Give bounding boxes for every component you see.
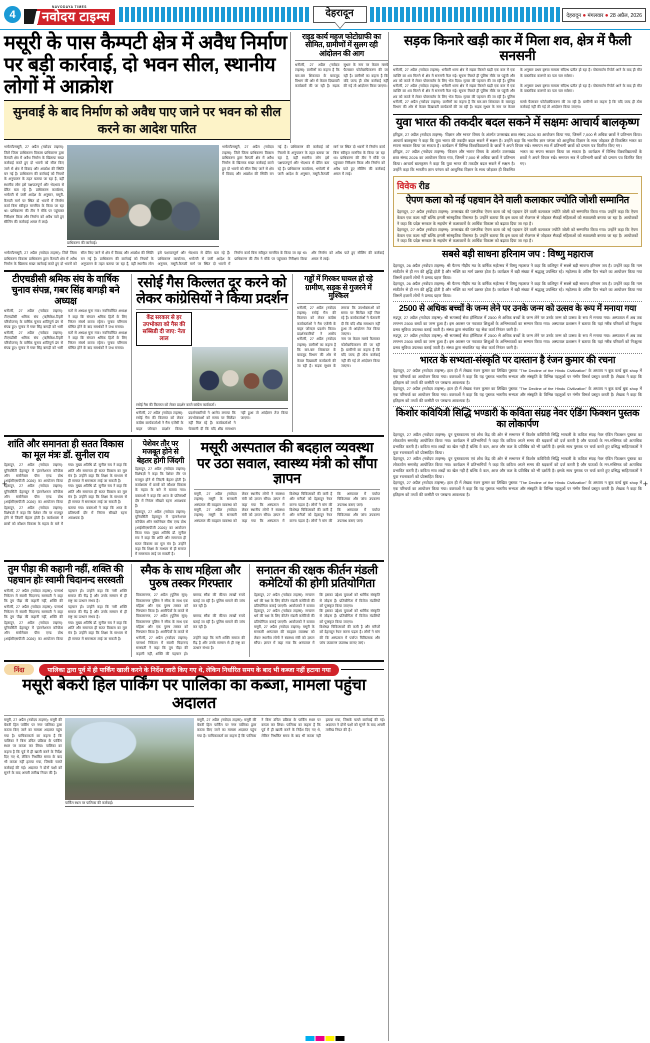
lead-photo-caption: प्राधिकरण की कार्रवाई। [67, 240, 219, 247]
swami-body: धनौल्टी, 27 अप्रैल (नवोदय टाइम्स): परमार्थ निकेतन में स्वामी चिदानन्द सरस्वती ने कहा कि तुम पीड़ा की कहानी नहीं, शक्ति की पहचान हो। उन्होंने कहा कि नारी शक्ति समाज की रीढ़ है और उनके सम्मान से ही राष्ट्र का उत्थान संभव है। [4, 588, 127, 604]
harinaam-headline: सबसे बड़ी साधना हरिनाम जप : विष्णु महाराज [441, 249, 594, 261]
gas-side-body-2: धनौल्टी, 27 अप्रैल (नवोदय टाइम्स): ग्रामीणों का कहना है कि बार-बार शिकायत के बावजूद विभाग की ओर से केवल दिखावटी कार्यक्रमों की जा रही है। सड़क सुधार के नाम पर केवल मलबे फैलाकर फोटोग्राफिकरण की जा रही है। ग्रामीणों का कहना है कि यदि जल्द ही ठोस कार्रवाई नहीं की गई तो आंदोलन किया जाएगा। [297, 337, 380, 369]
color-calibration-bar [306, 1036, 345, 1041]
logo-mark-icon [24, 9, 37, 24]
divider [4, 715, 384, 716]
lead-story [4, 32, 388, 267]
dateline-day: मंगलवार [587, 12, 604, 19]
bakery-tag: निंदा [4, 664, 34, 675]
divider [297, 303, 380, 304]
color-swatch-yellow [326, 1036, 335, 1041]
dateline-date: 28 अप्रैल, 2026 [609, 12, 643, 19]
bakery-photo-caption: पार्किंग स्थल पर पालिका की कार्रवाई। [65, 800, 194, 807]
vivek-read-label-red: विवेक [397, 181, 417, 192]
story-hospital [190, 439, 380, 557]
right-divider-2 [393, 301, 642, 302]
births-body-2: रुद्रपुर, 27 अप्रैल (नवोदय टाइम्स): श्री सत्यसाईं सेवा हॉस्पिटल में 2500 से अधिक बच्चों के जन्म लेने पर उनके जन्म को उत्सव के रूप में मनाया गया। अस्पताल में अब तक लगभग 2500 बच्चों का जन्म हुआ है। इस अवसर पर नवजात शिशुओं के अभिभावकों का सम्मान किया गया। अस्पताल प्रशासन ने बताया कि यहां गरीब परिवारों को निःशुल्क प्रसव सुविधा उपलब्ध कराई जाती है। संस्था द्वारा संचालित यह सेवा कार्य निरंतर जारी है। [393, 332, 642, 350]
kirtan-body: देहरादून, 27 अप्रैल (नवोदय टाइम्स): सनातन धर्म की रक्षा के लिए कीर्तन मंडली कमेटियों की प्रतियोगिता कराई जाएगी। आयोजकों ने बताया कि इसका उद्देश्य युवाओं को धार्मिक संस्कृति से जोड़ना है। प्रतियोगिता में विजेता मंडलियों को पुरस्कृत किया जाएगा। [254, 593, 380, 608]
lead-photo [67, 145, 219, 240]
tehri-headline: टीएचडीसी श्रमिक संघ के वार्षिक चुनाव संपन्न, गबर सिंह बागड़ी बने अध्यक्ष [11, 274, 120, 307]
car-body-text-3: धनौल्टी, 27 अप्रैल (नवोदय टाइम्स): ग्रामीणों का कहना है कि बार-बार शिकायत के बावजूद विभाग की ओर से केवल दिखावटी कार्यक्रमों की जा रही है। सड़क सुधार के नाम पर केवल मलबे फैलाकर फोटोग्राफिकरण की जा रही है। ग्रामीणों का कहना है कि यदि जल्द ही ठोस कार्रवाई नहीं की गई तो आंदोलन किया जाएगा। [393, 100, 642, 110]
ranjan-headline: भारत के सभ्यता-संस्कृति पर दास्तान है रंजन कुमार की रचना [419, 354, 616, 366]
section-divider-4 [4, 660, 384, 662]
youth-headline: युवा भारत की तकदीर बदल सकने में सक्षमः आचार्य बालकृष्ण [395, 116, 640, 129]
hospital-body-2: मसूरी, 27 अप्रैल (नवोदय टाइम्स): मसूरी के सरकारी अस्पताल की बदहाल व्यवस्था को लेकर स्थानीय लोगों ने स्वास्थ्य मंत्री को ज्ञापन सौंपा। ज्ञापन में कहा गया कि अस्पताल में विशेषज्ञ चिकित्सकों की कमी है और मरीजों को देहरादून रेफर करना पड़ता है। लोगों ने मांग की कि अस्पताल में पर्याप्त चिकित्सक और जांच उपकरण उपलब्ध कराए जाएं। [194, 507, 380, 523]
aipan-headline: ऐपण कला को नई पहचान देने वाली कलाकार ज्योति जोशी सम्मानित [405, 195, 630, 207]
story-births [393, 304, 642, 351]
hospital-body: मसूरी, 27 अप्रैल (नवोदय टाइम्स): मसूरी के सरकारी अस्पताल की बदहाल व्यवस्था को लेकर स्थानीय लोगों ने स्वास्थ्य मंत्री को ज्ञापन सौंपा। ज्ञापन में कहा गया कि अस्पताल में विशेषज्ञ चिकित्सकों की कमी है और मरीजों को देहरादून रेफर करना पड़ता है। लोगों ने मांग की कि अस्पताल में पर्याप्त चिकित्सक और जांच उपकरण उपलब्ध कराए जाएं। [194, 491, 380, 507]
births-body: रुद्रपुर, 27 अप्रैल (नवोदय टाइम्स): श्री सत्यसाईं सेवा हॉस्पिटल में 2500 से अधिक बच्चों के जन्म लेने पर उनके जन्म को उत्सव के रूप में मनाया गया। अस्पताल में अब तक लगभग 2500 बच्चों का जन्म हुआ है। इस अवसर पर नवजात शिशुओं के अभिभावकों का सम्मान किया गया। अस्पताल प्रशासन ने बताया कि यहां गरीब परिवारों को निःशुल्क प्रसव सुविधा उपलब्ध कराई जाती है। संस्था द्वारा संचालित यह सेवा कार्य निरंतर जारी है। [393, 315, 642, 333]
right-divider-1 [393, 114, 642, 115]
siddhi-body: देहरादून, 27 अप्रैल (नवोदय टाइम्स): दून पुस्तकालय एवं शोध केंद्र की ओर से सभागार में किशोर कवियित्री सिद्धि भण्डारी के कविता संग्रह नेवर एंडिंग फिक्शन पुस्तक का लोकार्पण समारोह आयोजित किया गया। कार्यक्रम में प्रतिभागियों ने कहा कि कविता अपने समय की धड़कनों को दर्ज करती है और पाठकों के मन-मस्तिष्क को अत्यधिक प्रभावित करती है। कविता मात्र शब्दों का खेल नहीं है बल्कि वे कल, आज और कल के प्रतिबिंब को भी दर्शाती है। इसके साथ पुस्तक पर चर्चा करते हुए प्रसिद्ध साहित्यकारों ने युवा रचनाकारों को प्रोत्साहित किया। [393, 432, 642, 456]
car-body-headline: सड़क किनारे खड़ी कार में मिला शव, क्षेत्र में फैली सनसनी [404, 33, 631, 64]
career-headline: पेशेवर तौर पर मजबूत होने से बेहतर होगी जिंदगी [136, 438, 185, 465]
harinaam-body-2: देहरादून, 26 अप्रैल (नवोदय टाइम्स): श्री चैतन्य गौड़ीय मठ के वार्षिक महोत्सव में विष्णु महाराज ने कहा कि कलियुग में सबसे बड़ी साधना हरिनाम जप है। उन्होंने कहा कि नाम संकीर्तन से ही मन की शुद्धि होती है और भक्ति का मार्ग प्रशस्त होता है। कार्यक्रम में बड़ी संख्या में श्रद्धालु उपस्थित रहे। महोत्सव के अंतिम दिन भंडारे का आयोजन किया गया जिसमें हजारों लोगों ने प्रसाद ग्रहण किया। [393, 280, 642, 298]
bakery-pill: पालिका द्वारा पूर्व में ही पार्किंग खाली करने के निर्देश जारी किए गए थे, लेकिन निर्धारित समय के बाद भी कब्जा नहीं हटाया गया [39, 664, 338, 676]
bakery-headline: मसूरी बेकरी हिल पार्किंग पर पालिका का कब्जा, मामला पहुंचा अदालत [22, 676, 366, 712]
bakery-body-cols: मसूरी, 27 अप्रैल (नवोदय टाइम्स): मसूरी की बेकरी हिल पार्किंग पर नगर पालिका द्वारा कब्जा किए जाने का मामला अदालत पहुंच गया है। याचिकाकर्ता का कहना है कि पालिका ने बिना उचित प्रक्रिया के पार्किंग स्थल पर कब्जा कर लिया। पालिका का कहना है कि पूर्व में ही खाली करने के निर्देश दिए गए थे, लेकिन निर्धारित समय के बाद भी कब्जा नहीं हटाया गया, जिसके चलते कार्रवाई की गई। अदालत ने दोनों पक्षों को सुनने के बाद अगली तारीख नियत की है। [197, 717, 385, 738]
city-tab[interactable]: देहरादून [313, 6, 367, 23]
stripe-decoration-right [370, 7, 561, 22]
divider [393, 65, 642, 66]
section-divider-3 [4, 560, 384, 562]
aipan-body-2: देहरादून, 27 अप्रैल (नवोदय टाइम्स): उत्तराखंड की पारंपरिक ऐपण कला को नई पहचान देने वाली कलाकार ज्योति जोशी को सम्मानित किया गया। उन्होंने कहा कि ऐपण केवल एक कला नहीं बल्कि हमारी सांस्कृतिक विरासत है। उन्होंने बताया कि इस कला को रोजगार से जोड़कर सैकड़ों महिलाओं को स्वावलंबी बनाया जा रहा है। आयोजकों ने कहा कि प्रदेश सरकार के सहयोग से कलाकारों के आर्थिक विकास को बढ़ावा दिया जा रहा है। [397, 226, 638, 244]
dateline [562, 8, 646, 22]
page-body [0, 30, 650, 1041]
lead-body-cols: भगोल्टी/मसूरी, 27 अप्रैल (नवोदय टाइम्स): जिले जिला प्राधिकरण विकास प्राधिकरण द्वारा कैम्पटी क्षेत्र में अवैध निर्माण के खिलाफ सख्त कार्रवाई करते हुए दो भवनों को सील किए जाने से क्षेत्र में विवाद और आक्रोश की स्थिति बन गई है। प्राधिकरण की कार्रवाई को नियमों के अनुपालन के तहत बताया जा रहा है, वहीं स्थानीय लोग इसे पक्षपातपूर्ण और भेदभाव से प्रेरित बता रहे हैं। प्राधिकरण कार्यालय, भगोल्टी से जारी आदेश के अनुसार, मसूरी-कैम्पटी मार्ग पर स्थित दो भवनों में निर्माण कार्य बिना स्वीकृत मानचित्र के किया जा रहा था। प्राधिकरण की टीम ने मौके पर पहुंचकर निरीक्षण किया और निर्माण को अवैध पाते हुए सीलिंग की कार्रवाई अमल में लाई। [222, 145, 385, 177]
story-gas [132, 274, 292, 432]
peace-body: देहरादून, 27 अप्रैल (नवोदय टाइम्स): यूनिवर्सिटी देहरादून में 'इंटरनेशनल कॉन्फ्रेंस ऑन सस्टेनेबल पीस एण्ड ग्रोथ (आईसीएसपीजी 2026)' का आयोजन किया गया। मुख्य अतिथि डॉ. सुनील राय ने कहा कि शांति और समानता ही सतत विकास का मूल मंत्र है। उन्होंने कहा कि शिक्षा के माध्यम से ही समाज में समरसता लाई जा सकती है। [4, 463, 127, 484]
smack-body: विकासनगर, 27 अप्रैल (पुलिस सूत्र): विकासनगर पुलिस ने स्मैक के साथ एक महिला और एक पुरुष तस्कर को गिरफ्तार किया है। आरोपियों के कब्जे से बरामद स्मैक की कीमत लाखों रुपये बताई जा रही है। पुलिस मामले की जांच कर रही है। [136, 593, 245, 614]
tagline-dash [341, 669, 384, 670]
masthead [0, 0, 650, 30]
kirtan-body-3: मसूरी, 27 अप्रैल (नवोदय टाइम्स): मसूरी के सरकारी अस्पताल की बदहाल व्यवस्था को लेकर स्थानीय लोगों ने स्वास्थ्य मंत्री को ज्ञापन सौंपा। ज्ञापन में कहा गया कि अस्पताल में विशेषज्ञ चिकित्सकों की कमी है और मरीजों को देहरादून रेफर करना पड़ता है। लोगों ने मांग की कि अस्पताल में पर्याप्त चिकित्सक और जांच उपकरण उपलब्ध कराए जाएं। [254, 625, 380, 645]
story-ranjan-book [393, 356, 642, 404]
siddhi-body-3: देहरादून, 27 अप्रैल (नवोदय टाइम्स): हाल ही में लेखक रंजन कुमार का लिखित पुस्तक "The Decline of the Hindu Civilization" के अध्याय न बुक वर्ल्ड बुक shop में एक परिचर्चा का आयोजन किया गया। वक्ताओं ने कहा कि यह पुस्तक भारतीय सभ्यता और संस्कृति के विभिन्न पहलुओं पर गंभीर विमर्श प्रस्तुत करती है। लेखक ने कहा कि इतिहास को तथ्यों की कसौटी पर परखना आवश्यक है। [393, 479, 642, 497]
aipan-body: देहरादून, 27 अप्रैल (नवोदय टाइम्स): उत्तराखंड की पारंपरिक ऐपण कला को नई पहचान देने वाली कलाकार ज्योति जोशी को सम्मानित किया गया। उन्होंने कहा कि ऐपण केवल एक कला नहीं बल्कि हमारी सांस्कृतिक विरासत है। उन्होंने बताया कि इस कला को रोजगार से जोड़कर सैकड़ों महिलाओं को स्वावलंबी बनाया जा रहा है। आयोजकों ने कहा कि प्रदेश सरकार के सहयोग से कलाकारों के आर्थिक विकास को बढ़ावा दिया जा रहा है। [397, 208, 638, 226]
youth-body-2: हरिद्वार, 27 अप्रैल (नवोदय टाइम्स): 'विज्ञान और भारत' विषय के अंतर्गत उत्तराखंड छात्र संसद 2026 का आयोजन किया गया, जिसमें 7,000 से अधिक छात्रों ने प्रतिभाग किया। आचार्य बालकृष्ण ने कहा कि युवा भारत की तकदीर बदल सकने में सक्षम है। उन्होंने कहा कि भारतीय ज्ञान परंपरा को आधुनिक विज्ञान के साथ जोड़कर ही विकसित भारत का सपना साकार किया जा सकता है। कार्यक्रम में विभिन्न विश्वविद्यालयों के छात्रों ने अपने विचार रखे। समापन सत्र में प्रतिभागी छात्रों को प्रमाण पत्र वितरित किए गए। [393, 149, 642, 173]
gas-photo-caption: रसोई गैस की किल्लत को लेकर प्रदर्शन करते कांग्रेस कार्यकर्ता। [136, 402, 288, 409]
color-swatch-black [336, 1036, 345, 1041]
newspaper-logo[interactable] [24, 5, 115, 25]
story-harinaam [393, 250, 642, 298]
right-divider-3 [393, 353, 642, 354]
top-mid-body: धनौल्टी, 27 अप्रैल (नवोदय टाइम्स): ग्रामीणों का कहना है कि बार-बार शिकायत के बावजूद विभाग की ओर से केवल दिखावटी कार्यक्रमों की जा रही है। सड़क सुधार के नाम पर केवल मलबे फैलाकर फोटोग्राफिकरण की जा रही है। ग्रामीणों का कहना है कि यदि जल्द ही ठोस कार्रवाई नहीं की गई तो आंदोलन किया जाएगा। [295, 63, 388, 89]
story-smack [132, 564, 250, 657]
logo-name: नवोदय टाइम्स [37, 9, 115, 25]
gas-side-headline: गड्ढों में गिरकर घायल हो रहे ग्रामीण, सड़क से गुजरने में मुश्किल [304, 274, 373, 301]
bakery-body-col1: मसूरी, 27 अप्रैल (नवोदय टाइम्स): मसूरी की बेकरी हिल पार्किंग पर नगर पालिका द्वारा कब्जा किए जाने का मामला अदालत पहुंच गया है। याचिकाकर्ता का कहना है कि पालिका ने बिना उचित प्रक्रिया के पार्किंग स्थल पर कब्जा कर लिया। पालिका का कहना है कि पूर्व में ही खाली करने के निर्देश दिए गए थे, लेकिन निर्धारित समय के बाद भी कब्जा नहीं हटाया गया, जिसके चलते कार्रवाई की गई। अदालत ने दोनों पक्षों को सुनने के बाद अगली तारीख नियत की है। [4, 717, 62, 775]
lead-body-continued: भगोल्टी/मसूरी, 27 अप्रैल (नवोदय टाइम्स): जिले जिला प्राधिकरण विकास प्राधिकरण द्वारा कैम्पटी क्षेत्र में अवैध निर्माण के खिलाफ सख्त कार्रवाई करते हुए दो भवनों को सील किए जाने से क्षेत्र में विवाद और आक्रोश की स्थिति बन गई है। प्राधिकरण की कार्रवाई को नियमों के अनुपालन के तहत बताया जा रहा है, वहीं स्थानीय लोग इसे पक्षपातपूर्ण और भेदभाव से प्रेरित बता रहे हैं। प्राधिकरण कार्यालय, भगोल्टी से जारी आदेश के अनुसार, मसूरी-कैम्पटी मार्ग पर स्थित दो भवनों में निर्माण कार्य बिना स्वीकृत मानचित्र के किया जा रहा था। प्राधिकरण की टीम ने मौके पर पहुंचकर निरीक्षण किया और निर्माण को अवैध पाते हुए सीलिंग की कार्रवाई अमल में लाई। [4, 251, 384, 267]
hospital-headline: मसूरी अस्पताल की बदहाल व्यवस्था पर उठा सवाल, स्वास्थ्य मंत्री को सौंपा ज्ञापन [196, 438, 378, 487]
tehri-body-2: धनौल्टी, 27 अप्रैल (नवोदय टाइम्स): टीएचडीसी श्रमिक संघ (ऋषिकेश-टिहरी परियोजना) के वार्षिक चुनाव शांतिपूर्ण ढंग से संपन्न हुए। चुनाव में गबर सिंह बागड़ी को भारी मतों से अध्यक्ष चुना गया। नवनिर्वाचित अध्यक्ष ने कहा कि संगठन श्रमिक हितों के लिए निरंतर संघर्ष करता रहेगा। चुनाव परिणाम घोषित होने के बाद समर्थकों ने जश्न मनाया। [4, 330, 127, 351]
peace-headline: शांति और समानता ही सतत विकास का मूल मंत्रः डॉ. सुनील राय [7, 438, 124, 461]
section-divider-1 [4, 270, 384, 272]
gas-body: धनौल्टी, 27 अप्रैल (नवोदय टाइम्स): रसोई गैस की किल्लत को लेकर कांग्रेस कार्यकर्ताओं ने गैस एजेंसी के बाहर जोरदार प्रदर्शन किया। प्रदर्शनकारियों ने आरोप लगाया कि उपभोक्ताओं को समय पर सिलेंडर नहीं मिल रहे हैं। कार्यकर्ताओं ने चेतावनी दी कि यदि शीघ्र समाधान नहीं हुआ तो आंदोलन तेज किया जाएगा। [136, 410, 288, 431]
right-column [388, 32, 642, 1041]
divider [194, 489, 380, 490]
dateline-dot-icon: ● [582, 12, 587, 19]
dateline-city: देहरादून [566, 12, 581, 19]
gas-side-body: धनौल्टी, 27 अप्रैल (नवोदय टाइम्स): रसोई गैस की किल्लत को लेकर कांग्रेस कार्यकर्ताओं ने गैस एजेंसी के बाहर जोरदार प्रदर्शन किया। प्रदर्शनकारियों ने आरोप लगाया कि उपभोक्ताओं को समय पर सिलेंडर नहीं मिल रहे हैं। कार्यकर्ताओं ने चेतावनी दी कि यदि शीघ्र समाधान नहीं हुआ तो आंदोलन तेज किया जाएगा। [297, 305, 380, 337]
story-swami [4, 564, 132, 657]
dateline-dot-icon-2: ● [604, 12, 609, 19]
row-tehri-gas [4, 274, 384, 432]
car-body-text-2: धनौल्टी, 27 अप्रैल (नवोदय टाइम्स): धनौल्टी थाना क्षेत्र में सड़क किनारे खड़ी एक कार में एक व्यक्ति का शव मिलने से क्षेत्र में सनसनी फैल गई। सूचना मिलते ही पुलिस मौके पर पहुंची और शव को कब्जे में लेकर पोस्टमार्टम के लिए भेज दिया। मृतक की पहचान की जा रही है। पुलिस के अनुसार प्रथम दृष्टया मामला संदिग्ध प्रतीत हो रहा है। पोस्टमार्टम रिपोर्ट आने के बाद ही मौत के वास्तविक कारणों का पता चल सकेगा। [393, 84, 642, 99]
harinaam-body: देहरादून, 26 अप्रैल (नवोदय टाइम्स): श्री चैतन्य गौड़ीय मठ के वार्षिक महोत्सव में विष्णु महाराज ने कहा कि कलियुग में सबसे बड़ी साधना हरिनाम जप है। उन्होंने कहा कि नाम संकीर्तन से ही मन की शुद्धि होती है और भक्ति का मार्ग प्रशस्त होता है। कार्यक्रम में बड़ी संख्या में श्रद्धालु उपस्थित रहे। महोत्सव के अंतिम दिन भंडारे का आयोजन किया गया जिसमें हजारों लोगों ने प्रसाद ग्रहण किया। [393, 263, 642, 280]
lead-headline: मसूरी के पास कैम्पटी क्षेत्र में अवैध निर्माण पर बड़ी कार्रवाई, दो भवन सील, स्थानीय लोगों में आक्रोश [4, 32, 287, 98]
divider [136, 309, 288, 310]
births-headline: 2500 से अधिक बच्चों के जन्म लेने पर उनके जन्म को उत्सव के रूप में मनाया गया [398, 302, 637, 313]
lead-kicker: सुनवाई के बाद निर्माण को अवैध पाए जाने पर भवन को सील करने का आदेश पारित [4, 100, 290, 140]
gas-photo [192, 347, 288, 401]
crop-mark-right: + [642, 479, 648, 489]
kirtan-headline: सनातन की रक्षक कीर्तन मंडली कमेटियों की होगी प्रतियोगिता [256, 565, 378, 591]
story-siddhi-book [393, 409, 642, 498]
smack-body-3: धनौल्टी, 27 अप्रैल (नवोदय टाइम्स): परमार्थ निकेतन में स्वामी चिदानन्द सरस्वती ने कहा कि तुम पीड़ा की कहानी नहीं, शक्ति की पहचान हो। उन्होंने कहा कि नारी शक्ति समाज की रीढ़ है और उनके सम्मान से ही राष्ट्र का उत्थान संभव है। [136, 635, 245, 656]
story-kirtan [250, 564, 380, 657]
gas-quote-box: केंद्र सरकार से हर उपभोक्ता को गैस की सब्सिडी दी जाए: नेता लाल [136, 312, 192, 346]
lead-body-col1: भगोल्टी/मसूरी, 27 अप्रैल (नवोदय टाइम्स): जिले जिला प्राधिकरण विकास प्राधिकरण द्वारा कैम्पटी क्षेत्र में अवैध निर्माण के खिलाफ सख्त कार्रवाई करते हुए दो भवनों को सील किए जाने से क्षेत्र में विवाद और आक्रोश की स्थिति बन गई है। प्राधिकरण की कार्रवाई को नियमों के अनुपालन के तहत बताया जा रहा है, वहीं स्थानीय लोग इसे पक्षपातपूर्ण और भेदभाव से प्रेरित बता रहे हैं। प्राधिकरण कार्यालय, भगोल्टी से जारी आदेश के अनुसार, मसूरी-कैम्पटी मार्ग पर स्थित दो भवनों में निर्माण कार्य बिना स्वीकृत मानचित्र के किया जा रहा था। प्राधिकरण की टीम ने मौके पर पहुंचकर निरीक्षण किया और निर्माण को अवैध पाते हुए सीलिंग की कार्रवाई अमल में लाई। [4, 145, 64, 224]
story-gas-side [292, 274, 380, 432]
smack-body-2: विकासनगर, 27 अप्रैल (पुलिस सूत्र): विकासनगर पुलिस ने स्मैक के साथ एक महिला और एक पुरुष तस्कर को गिरफ्तार किया है। आरोपियों के कब्जे से बरामद स्मैक की कीमत लाखों रुपये बताई जा रही है। पुलिस मामले की जांच कर रही है। [136, 614, 245, 635]
story-car-body-found [393, 33, 642, 111]
row-swami-kirtan [4, 564, 384, 657]
kirtan-body-2: देहरादून, 27 अप्रैल (नवोदय टाइम्स): सनातन धर्म की रक्षा के लिए कीर्तन मंडली कमेटियों की प्रतियोगिता कराई जाएगी। आयोजकों ने बताया कि इसका उद्देश्य युवाओं को धार्मिक संस्कृति से जोड़ना है। प्रतियोगिता में विजेता मंडलियों को पुरस्कृत किया जाएगा। [254, 609, 380, 624]
logo-tagline: NAVODAYA TIMES [51, 4, 87, 9]
color-swatch-cyan [306, 1036, 315, 1041]
career-body: देहरादून, 27 अप्रैल (नवोदय टाइम्स): विशेषज्ञों ने कहा कि पेशेवर तौर पर मजबूत होने से जिंदगी बेहतर होती है। कार्यशाला में छात्रों को कौशल विकास के महत्व के बारे में बताया गया। वक्ताओं ने कहा कि आज के प्रतिस्पर्धी दौर में निरंतर सीखते रहना आवश्यक है। [135, 467, 186, 509]
swami-body-2: धनौल्टी, 27 अप्रैल (नवोदय टाइम्स): परमार्थ निकेतन में स्वामी चिदानन्द सरस्वती ने कहा कि तुम पीड़ा की कहानी नहीं, शक्ति की पहचान हो। उन्होंने कहा कि नारी शक्ति समाज की रीढ़ है और उनके सम्मान से ही राष्ट्र का उत्थान संभव है। [4, 604, 127, 620]
swami-headline: तुम पीड़ा की कहानी नहीं, शक्ति की पहचान होः स्वामी चिदानन्द सरस्वती [7, 564, 124, 587]
section-divider-2 [4, 435, 384, 437]
career-body-2: देहरादून, 27 अप्रैल (नवोदय टाइम्स): यूनिवर्सिटी देहरादून में 'इंटरनेशनल कॉन्फ्रेंस ऑन सस्टेनेबल पीस एण्ड ग्रोथ (आईसीएसपीजी 2026)' का आयोजन किया गया। मुख्य अतिथि डॉ. सुनील राय ने कहा कि शांति और समानता ही सतत विकास का मूल मंत्र है। उन्होंने कहा कि शिक्षा के माध्यम से ही समाज में समरसता लाई जा सकती है। [135, 509, 186, 557]
color-swatch-magenta [316, 1036, 325, 1041]
tehri-body: धनौल्टी, 27 अप्रैल (नवोदय टाइम्स): टीएचडीसी श्रमिक संघ (ऋषिकेश-टिहरी परियोजना) के वार्षिक चुनाव शांतिपूर्ण ढंग से संपन्न हुए। चुनाव में गबर सिंह बागड़ी को भारी मतों से अध्यक्ष चुना गया। नवनिर्वाचित अध्यक्ष ने कहा कि संगठन श्रमिक हितों के लिए निरंतर संघर्ष करता रहेगा। चुनाव परिणाम घोषित होने के बाद समर्थकों ने जश्न मनाया। [4, 309, 127, 330]
row-peace-hospital [4, 439, 384, 557]
ranjan-body-2: देहरादून, 27 अप्रैल (नवोदय टाइम्स): हाल ही में लेखक रंजन कुमार का लिखित पुस्तक "The Decline of the Hindu Civilization" के अध्याय न बुक वर्ल्ड बुक shop में एक परिचर्चा का आयोजन किया गया। वक्ताओं ने कहा कि यह पुस्तक भारतीय सभ्यता और संस्कृति के विभिन्न पहलुओं पर गंभीर विमर्श प्रस्तुत करती है। लेखक ने कहा कि इतिहास को तथ्यों की कसौटी पर परखना आवश्यक है। [393, 386, 642, 404]
crop-mark-left: + [2, 479, 8, 489]
story-bakery [4, 664, 384, 809]
divider [295, 60, 388, 61]
siddhi-headline: किशोर कवियित्री सिद्धि भण्डारी के कविता संग्रह नेवर एंडिंग फिक्शन पुस्तक का लोकार्पण [395, 408, 640, 430]
gas-headline: रसोई गैस किल्लत दूर करने को लेकर कांग्रेसियों ने किया प्रदर्शन [136, 274, 288, 307]
vivek-read-label-black: रीड [418, 181, 430, 192]
story-peace [4, 439, 132, 557]
ranjan-body: देहरादून, 27 अप्रैल (नवोदय टाइम्स): हाल ही में लेखक रंजन कुमार का लिखित पुस्तक "The Decline of the Hindu Civilization" के अध्याय न बुक वर्ल्ड बुक shop में एक परिचर्चा का आयोजन किया गया। वक्ताओं ने कहा कि यह पुस्तक भारतीय सभ्यता और संस्कृति के विभिन्न पहलुओं पर गंभीर विमर्श प्रस्तुत करती है। लेखक ने कहा कि इतिहास को तथ्यों की कसौटी पर परखना आवश्यक है। [393, 368, 642, 386]
peace-body-3: देहरादून, 27 अप्रैल (नवोदय टाइम्स): विशेषज्ञों ने कहा कि पेशेवर तौर पर मजबूत होने से जिंदगी बेहतर होती है। कार्यशाला में छात्रों को कौशल विकास के महत्व के बारे में बताया गया। वक्ताओं ने कहा कि आज के प्रतिस्पर्धी दौर में निरंतर सीखते रहना आवश्यक है। [4, 505, 127, 526]
story-youth-india [393, 117, 642, 173]
smack-headline: स्मैक के साथ महिला और पुरुष तस्कर गिरफ्तार [140, 565, 241, 591]
swami-body-3: देहरादून, 27 अप्रैल (नवोदय टाइम्स): यूनिवर्सिटी देहरादून में 'इंटरनेशनल कॉन्फ्रेंस ऑन सस्टेनेबल पीस एण्ड ग्रोथ (आईसीएसपीजी 2026)' का आयोजन किया गया। मुख्य अतिथि डॉ. सुनील राय ने कहा कि शांति और समानता ही सतत विकास का मूल मंत्र है। उन्होंने कहा कि शिक्षा के माध्यम से ही समाज में समरसता लाई जा सकती है। [4, 620, 127, 641]
stripe-decoration-left [119, 7, 310, 22]
peace-body-2: देहरादून, 27 अप्रैल (नवोदय टाइम्स): यूनिवर्सिटी देहरादून में 'इंटरनेशनल कॉन्फ्रेंस ऑन सस्टेनेबल पीस एण्ड ग्रोथ (आईसीएसपीजी 2026)' का आयोजन किया गया। मुख्य अतिथि डॉ. सुनील राय ने कहा कि शांति और समानता ही सतत विकास का मूल मंत्र है। उन्होंने कहा कि शिक्षा के माध्यम से ही समाज में समरसता लाई जा सकती है। [4, 484, 127, 505]
section-vivek-read [393, 176, 642, 247]
car-body-text: धनौल्टी, 27 अप्रैल (नवोदय टाइम्स): धनौल्टी थाना क्षेत्र में सड़क किनारे खड़ी एक कार में एक व्यक्ति का शव मिलने से क्षेत्र में सनसनी फैल गई। सूचना मिलते ही पुलिस मौके पर पहुंची और शव को कब्जे में लेकर पोस्टमार्टम के लिए भेज दिया। मृतक की पहचान की जा रही है। पुलिस के अनुसार प्रथम दृष्टया मामला संदिग्ध प्रतीत हो रहा है। पोस्टमार्टम रिपोर्ट आने के बाद ही मौत के वास्तविक कारणों का पता चल सकेगा। [393, 68, 642, 83]
right-divider-4 [393, 406, 642, 407]
top-mid-headline: राइड कार्य महज फोटोग्राफी का सीमित, ग्रामीणों में सुलग रही आंदोलन की आग [302, 32, 381, 58]
story-career [132, 439, 190, 557]
page-number-badge: 4 [4, 6, 21, 23]
siddhi-body-2: देहरादून, 27 अप्रैल (नवोदय टाइम्स): दून पुस्तकालय एवं शोध केंद्र की ओर से सभागार में किशोर कवियित्री सिद्धि भण्डारी के कविता संग्रह नेवर एंडिंग फिक्शन पुस्तक का लोकार्पण समारोह आयोजित किया गया। कार्यक्रम में प्रतिभागियों ने कहा कि कविता अपने समय की धड़कनों को दर्ज करती है और पाठकों के मन-मस्तिष्क को अत्यधिक प्रभावित करती है। कविता मात्र शब्दों का खेल नहीं है बल्कि वे कल, आज और कल के प्रतिबिंब को भी दर्शाती है। इसके साथ पुस्तक पर चर्चा करते हुए प्रसिद्ध साहित्यकारों ने युवा रचनाकारों को प्रोत्साहित किया। [393, 456, 642, 479]
youth-body: हरिद्वार, 27 अप्रैल (नवोदय टाइम्स): 'विज्ञान और भारत' विषय के अंतर्गत उत्तराखंड छात्र संसद 2026 का आयोजन किया गया, जिसमें 7,000 से अधिक छात्रों ने प्रतिभाग किया। आचार्य बालकृष्ण ने कहा कि युवा भारत की तकदीर बदल सकने में सक्षम है। उन्होंने कहा कि भारतीय ज्ञान परंपरा को आधुनिक विज्ञान के साथ जोड़कर ही विकसित भारत का सपना साकार किया जा सकता है। कार्यक्रम में विभिन्न विश्वविद्यालयों के छात्रों ने अपने विचार रखे। समापन सत्र में प्रतिभागी छात्रों को प्रमाण पत्र वितरित किए गए। [393, 131, 642, 149]
story-tehri [4, 274, 132, 432]
main-column [4, 32, 388, 1041]
vivek-read-label [397, 179, 638, 194]
bakery-photo [65, 718, 194, 800]
